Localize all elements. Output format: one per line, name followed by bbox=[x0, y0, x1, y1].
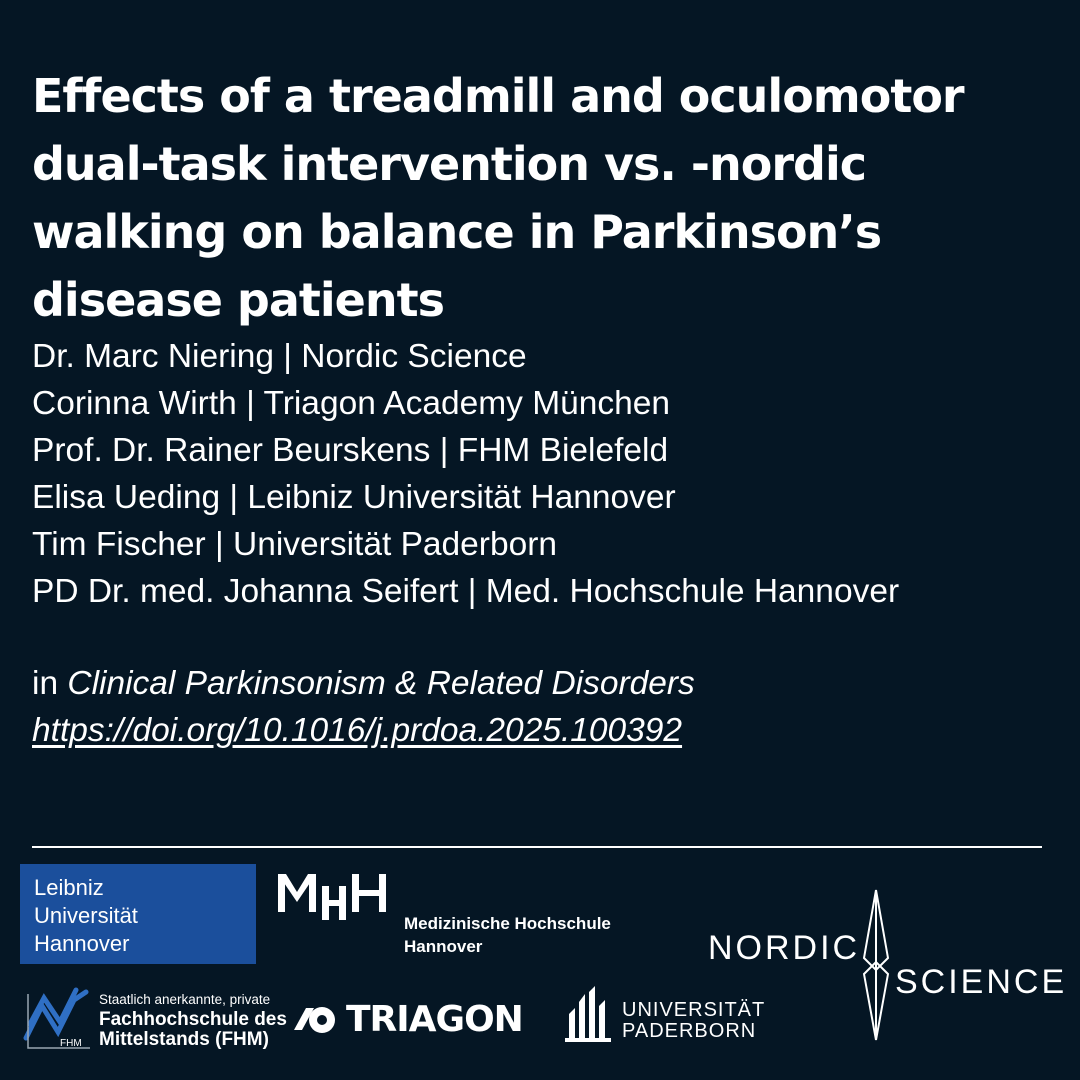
mhh-logo-line: Medizinische Hochschule bbox=[404, 914, 611, 933]
upb-logo bbox=[622, 1000, 765, 1042]
luh-logo-line: Hannover bbox=[34, 931, 130, 956]
author-line: Prof. Dr. Rainer Beurskens | FHM Bielefeld bbox=[32, 432, 669, 469]
page-title: Effects of a treadmill and oculomotor dual-task intervention vs. -nordic walking on balance in Parkinson’s disease patients bbox=[32, 69, 964, 327]
publication-info bbox=[32, 660, 695, 754]
author-line: Elisa Ueding | Leibniz Universität Hannover bbox=[32, 479, 676, 516]
author-line: PD Dr. med. Johanna Seifert | Med. Hochschule Hannover bbox=[32, 573, 900, 610]
author-line: Tim Fischer | Universität Paderborn bbox=[32, 526, 558, 563]
compass-icon bbox=[858, 888, 894, 1044]
triagon-logo: TRIAGON bbox=[346, 999, 523, 1040]
divider bbox=[32, 846, 1042, 848]
fhm-logo bbox=[99, 990, 287, 1050]
fhm-mark-label: FHM bbox=[60, 1038, 82, 1049]
fhm-logo-line: Fachhochschule des bbox=[99, 1009, 287, 1030]
fhm-logo-line: Staatlich anerkannte, private bbox=[99, 992, 271, 1007]
nordic-science-logo-word1: NORDIC bbox=[708, 929, 861, 967]
journal-line bbox=[32, 660, 695, 707]
journal-name: Clinical Parkinsonism & Related Disorders bbox=[67, 665, 695, 702]
mhh-logo-mark bbox=[278, 870, 394, 920]
luh-logo-line: Leibniz bbox=[34, 875, 104, 900]
mhh-logo bbox=[404, 912, 611, 958]
luh-logo-line: Universität bbox=[34, 903, 138, 928]
journal-prefix: in bbox=[32, 665, 68, 702]
upb-logo-line: UNIVERSITÄT bbox=[622, 999, 766, 1021]
luh-logo bbox=[20, 864, 256, 964]
fhm-logo-line: Mittelstands (FHM) bbox=[99, 1029, 269, 1050]
mhh-logo-line: Hannover bbox=[404, 937, 483, 956]
triagon-logo-mark bbox=[292, 1000, 344, 1040]
author-line: Dr. Marc Niering | Nordic Science bbox=[32, 338, 527, 375]
author-line: Corinna Wirth | Triagon Academy München bbox=[32, 385, 671, 422]
fhm-logo-mark bbox=[20, 984, 94, 1054]
upb-logo-mark bbox=[565, 984, 615, 1044]
nordic-science-logo-word2: SCIENCE bbox=[895, 963, 1068, 1001]
doi-link[interactable]: https://doi.org/10.1016/j.prdoa.2025.100392 bbox=[32, 712, 683, 749]
upb-logo-line: PADERBORN bbox=[622, 1020, 757, 1042]
author-list bbox=[32, 333, 1072, 615]
